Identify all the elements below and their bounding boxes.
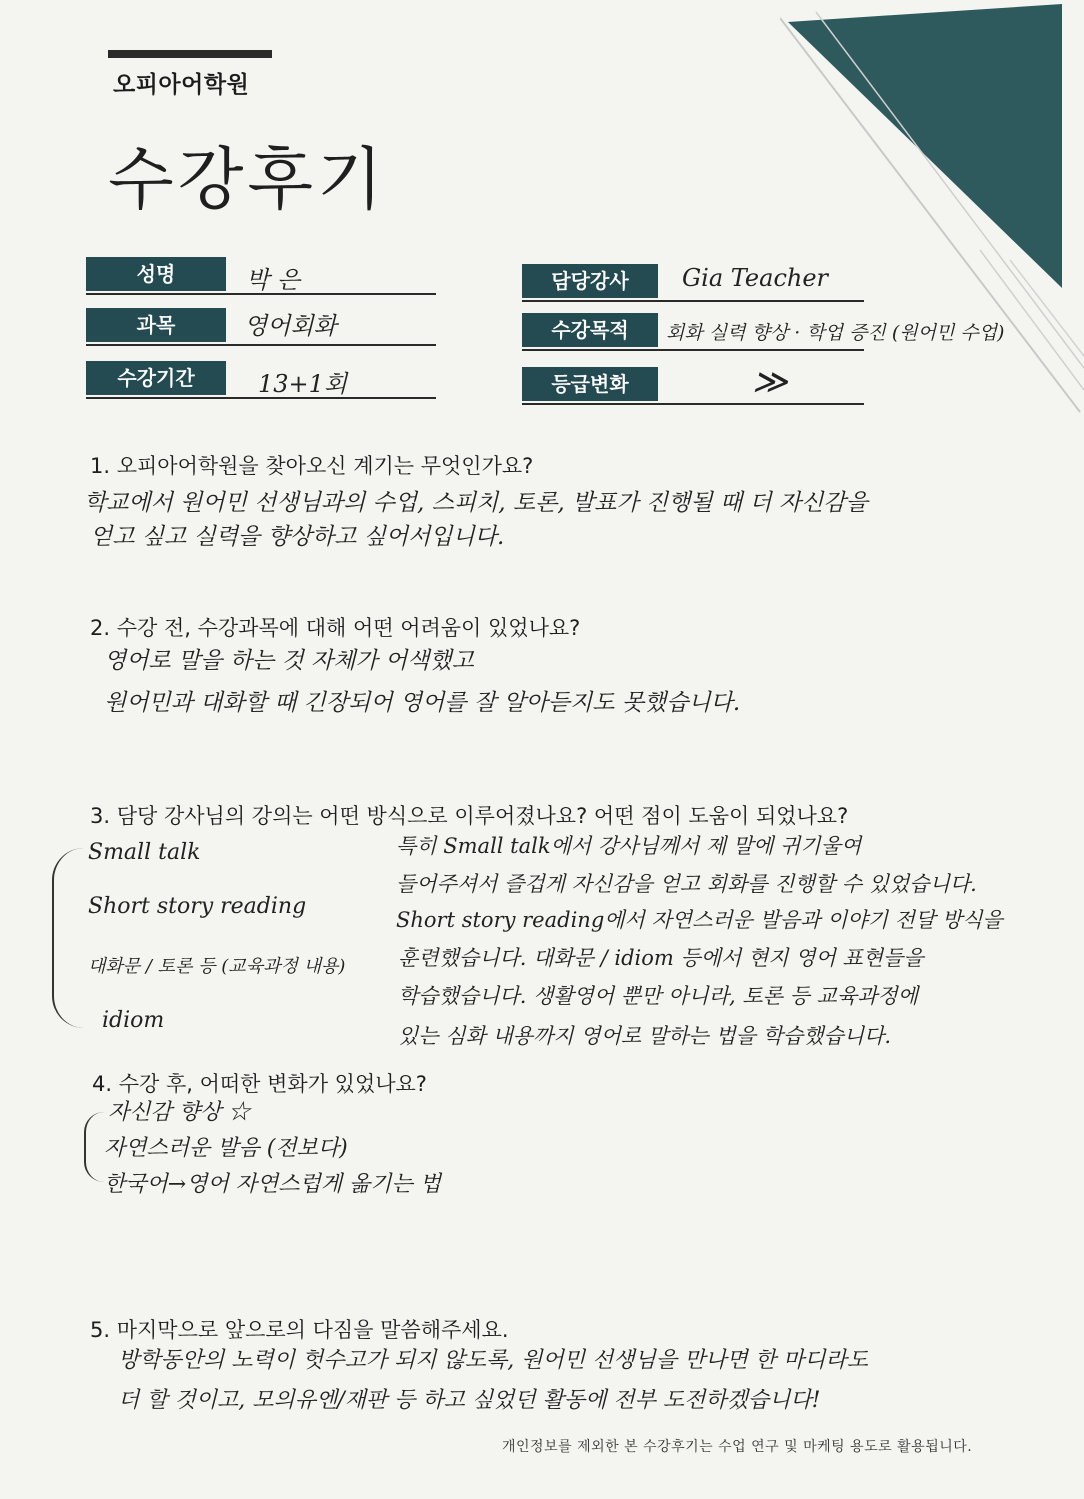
answer-4-bracket — [84, 1112, 104, 1182]
purpose-value: 회화 실력 향상 · 학업 증진 (원어민 수업) — [666, 322, 1005, 344]
answer-5-line-1: 방학동안의 노력이 헛수고가 되지 않도록, 원어민 선생님을 만나면 한 마디라도 — [118, 1348, 868, 1373]
answer-3-line-6: 있는 심화 내용까지 영어로 말하는 법을 학습했습니다. — [398, 1024, 892, 1048]
answer-2-line-2: 원어민과 대화할 때 긴장되어 영어를 잘 알아듣지도 못했습니다. — [104, 690, 741, 716]
answer-3-left-4: idiom — [102, 1008, 165, 1033]
answer-3-bracket — [52, 848, 84, 1028]
answer-4-line-2: 자연스러운 발음 (전보다) — [104, 1136, 348, 1161]
teacher-value: Gia Teacher — [682, 264, 829, 292]
course-label: 과목 — [86, 308, 226, 342]
question-1: 1. 오피아어학원을 찾아오신 계기는 무엇인가요? — [90, 454, 534, 478]
period-value: 13+1회 — [258, 370, 348, 398]
footer-note: 개인정보를 제외한 본 수강후기는 수업 연구 및 마케팅 용도로 활용됩니다. — [502, 1439, 973, 1455]
grade-value: ≫ — [752, 362, 788, 402]
purpose-underline — [522, 349, 864, 351]
answer-3-line-3: Short story reading에서 자연스러운 발음과 이야기 전달 방식을 — [396, 908, 1003, 932]
grade-underline — [522, 403, 864, 405]
grade-label: 등급변화 — [522, 367, 658, 401]
answer-3-left-2: Short story reading — [88, 894, 307, 919]
answer-3-left-3: 대화문 / 토론 등 (교육과정 내용) — [88, 956, 346, 977]
answer-4-line-1: 자신감 향상 ☆ — [108, 1100, 251, 1125]
purpose-label: 수강목적 — [522, 313, 658, 347]
corner-decoration — [780, 0, 1084, 420]
question-5: 5. 마지막으로 앞으로의 다짐을 말씀해주세요. — [90, 1318, 509, 1342]
answer-3-line-4: 훈련했습니다. 대화문 / idiom 등에서 현지 영어 표현들을 — [398, 946, 924, 970]
question-3: 3. 담당 강사님의 강의는 어떤 방식으로 이루어졌나요? 어떤 점이 도움이 되었나요? — [90, 804, 849, 828]
answer-3-line-1: 특히 Small talk에서 강사님께서 제 말에 귀기울여 — [396, 834, 862, 858]
teacher-label: 담당강사 — [522, 264, 658, 298]
page-title: 수강후기 — [108, 141, 387, 220]
name-value: 박 은 — [246, 266, 300, 294]
academy-name: 오피아어학원 — [113, 72, 250, 98]
course-underline — [86, 344, 436, 346]
answer-4-line-3: 한국어→영어 자연스럽게 옮기는 법 — [104, 1172, 441, 1197]
answer-2-line-1: 영어로 말을 하는 것 자체가 어색했고 — [104, 648, 474, 674]
answer-5-line-2: 더 할 것이고, 모의유엔/재판 등 하고 싶었던 활동에 전부 도전하겠습니다! — [118, 1388, 821, 1413]
name-label: 성명 — [86, 257, 226, 291]
question-4: 4. 수강 후, 어떠한 변화가 있었나요? — [92, 1072, 427, 1096]
course-value: 영어회화 — [244, 312, 337, 340]
answer-3-left-1: Small talk — [88, 840, 201, 865]
answer-3-line-2: 들어주셔서 즐겁게 자신감을 얻고 회화를 진행할 수 있었습니다. — [396, 872, 977, 896]
answer-1-line-2: 얻고 싶고 실력을 향상하고 싶어서입니다. — [90, 524, 505, 550]
header-bar — [108, 50, 272, 58]
answer-3-line-5: 학습했습니다. 생활영어 뿐만 아니라, 토론 등 교육과정에 — [398, 984, 918, 1008]
teacher-underline — [522, 300, 864, 302]
period-label: 수강기간 — [86, 361, 226, 395]
question-2: 2. 수강 전, 수강과목에 대해 어떤 어려움이 있었나요? — [90, 616, 581, 640]
answer-1-line-1: 학교에서 원어민 선생님과의 수업, 스피치, 토론, 발표가 진행될 때 더 자신감을 — [84, 490, 868, 516]
